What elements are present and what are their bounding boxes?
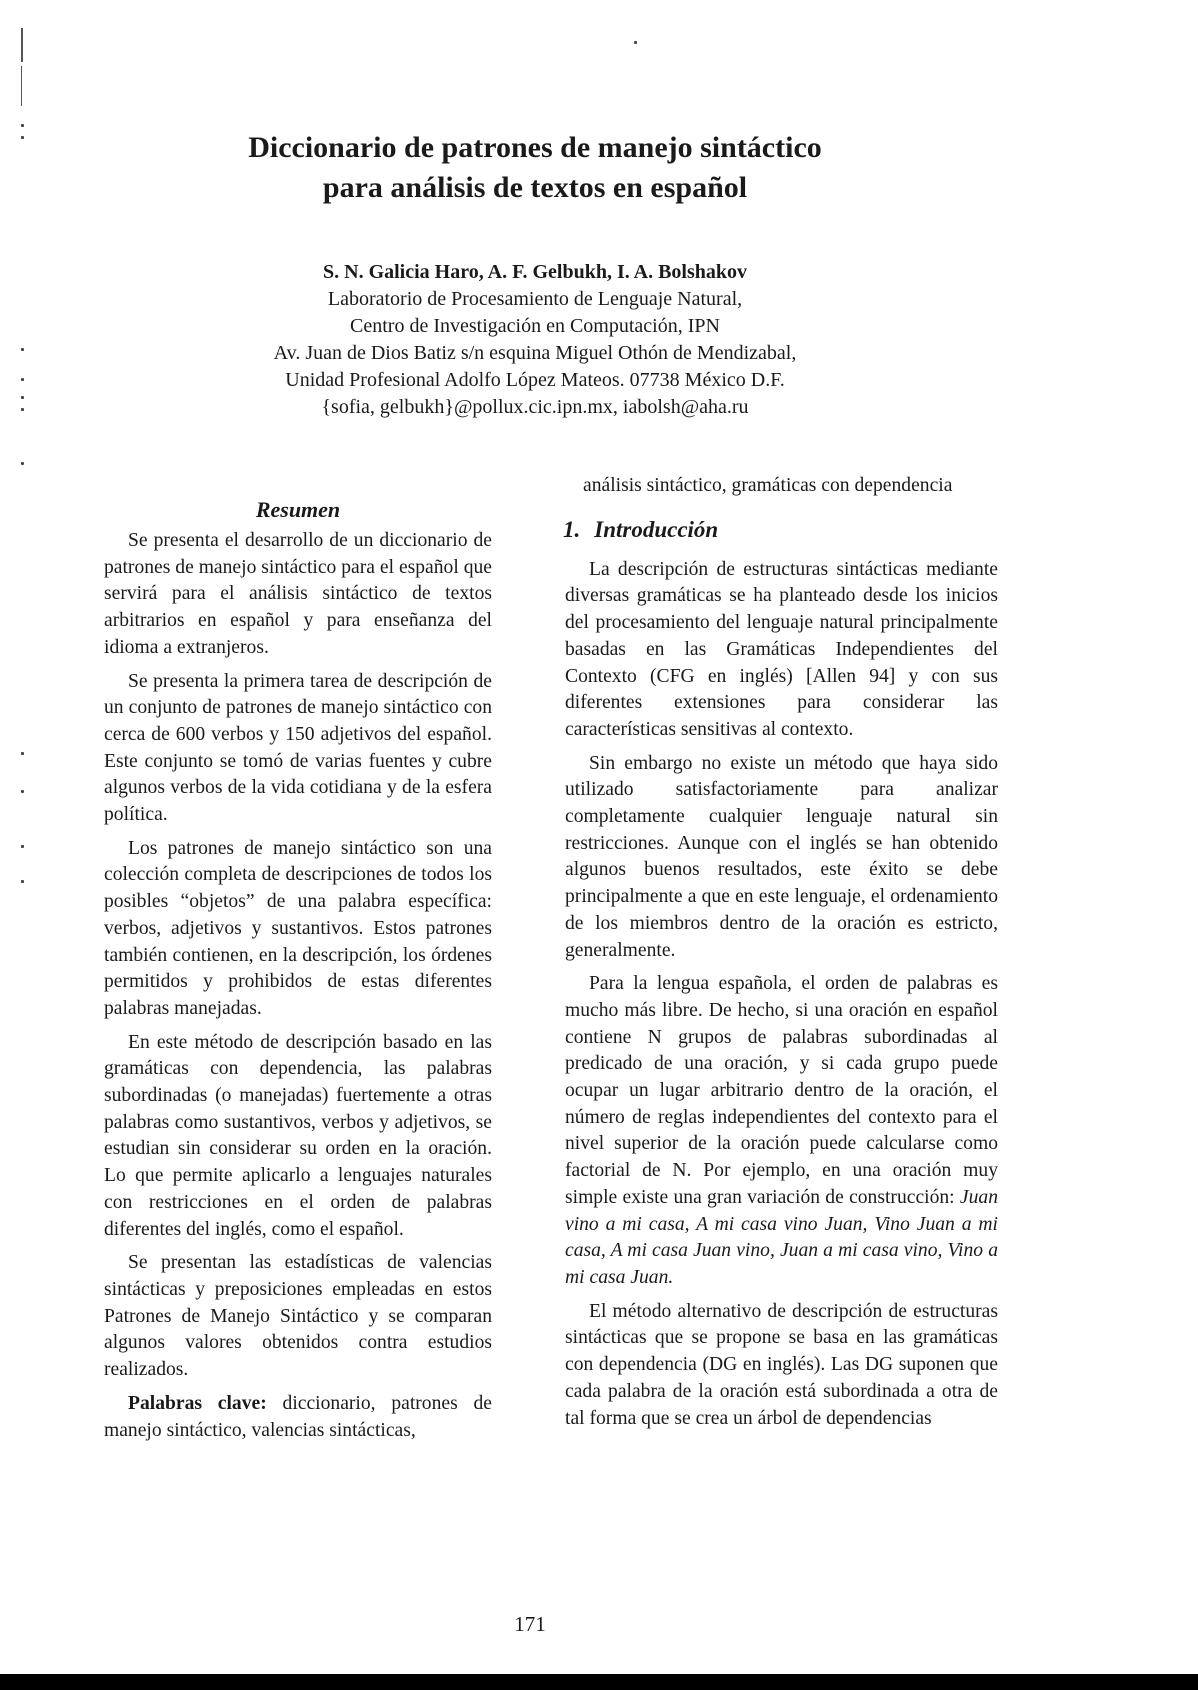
title-line-2: para análisis de textos en español — [322, 171, 748, 204]
scan-artifact — [21, 790, 24, 793]
body-paragraph — [565, 971, 998, 1291]
scan-artifact — [21, 136, 24, 139]
page-number: 171 — [514, 1612, 546, 1636]
scan-artifact — [21, 462, 24, 465]
scan-artifact — [21, 396, 24, 399]
scan-artifact — [21, 880, 24, 883]
abstract-paragraph: Se presenta el desarrollo de un diccionario de patrones de manejo sintáctico para el español que servirá para el análisis sintáctico de textos arbitrarios en español y para enseñanza del idioma a extranjeros. — [104, 530, 492, 658]
affiliation-line: Laboratorio de Procesamiento de Lenguaje Natural, — [327, 288, 743, 310]
right-column — [565, 473, 998, 1439]
abstract-paragraph: Se presenta la primera tarea de descripción de un conjunto de patrones de manejo sintáctico con cerca de 600 verbos y 150 adjetivos del español. Este conjunto se tomó de varias fuentes y cubre algunos verbos de la vida cotidiana y de la esfera política. — [104, 670, 492, 826]
scan-artifact — [21, 752, 24, 755]
scan-artifact — [21, 408, 24, 411]
keywords — [104, 1391, 492, 1444]
author-block — [180, 259, 890, 421]
scan-border — [0, 1674, 1198, 1690]
body-paragraph: El método alternativo de descripción de estructuras sintácticas que se propone se basa en las gramáticas con dependencia (DG en inglés). Las DG suponen que cada palabra de la oración está subordinada a otra de tal forma que se crea un árbol de dependencias — [565, 1300, 998, 1429]
scan-artifact — [21, 28, 23, 62]
abstract-paragraph: En este método de descripción basado en las gramáticas con dependencia, las palabras subordinadas (o manejadas) fuertemente a otras palabras como sustantivos, verbos y adjetivos, se estudian sin considerar su orden en la oración. Lo que permite aplicarlo a lenguajes naturales con restricciones en el orden de palabras diferentes del inglés, como el español. — [104, 1031, 492, 1240]
scan-artifact — [21, 66, 22, 106]
scan-artifact — [634, 41, 637, 44]
section-title: Introducción — [594, 516, 719, 542]
scan-artifact — [21, 124, 24, 127]
keywords-text: diccionario, patrones de manejo sintáctico, valencias sintácticas, — [104, 1392, 492, 1441]
scan-artifact — [21, 348, 24, 351]
body-paragraph: Sin embargo no existe un método que haya sido utilizado satisfactoriamente para analizar completamente cualquier lenguaje natural sin restricciones. Aunque con el inglés se han obtenido algunos buenos resultados, este éxito se debe principalmente a que en este lenguaje, el ordenamiento de los miembros dentro de la oración es estricto, generalmente. — [565, 752, 998, 961]
abstract-heading: Resumen — [255, 497, 341, 522]
author-emails: {sofia, gelbukh}@pollux.cic.ipn.mx, iabolsh@aha.ru — [321, 396, 749, 418]
affiliation-line: Centro de Investigación en Computación, IPN — [350, 315, 720, 337]
abstract-paragraph: Los patrones de manejo sintáctico son una colección completa de descripciones de todos los posibles “objetos” de una palabra específica: verbos, adjetivos y sustantivos. Estos patrones también contienen, en la descripción, los órdenes permitidos y prohibidos de estas diferentes palabras manejadas. — [104, 837, 492, 1019]
affiliation-line: Unidad Profesional Adolfo López Mateos. 07738 México D.F. — [285, 369, 785, 391]
section-number: 1. — [563, 516, 581, 542]
introduction-heading — [563, 515, 998, 545]
example-sentences: Juan vino a mi casa, A mi casa vino Juan, Vino Juan a mi casa, A mi casa Juan vino, Juan a mi casa vino, Vino a mi casa Juan. — [565, 1186, 998, 1288]
paragraph-text: Para la lengua española, el orden de palabras es mucho más libre. De hecho, si una oración en español contiene N grupos de palabras subordinadas al predicado de una oración, y si cada grupo puede ocupar un lugar arbitrario dentro de la oración, el número de reglas independientes del contexto para el nivel superior de la oración puede calcularse como factorial de N. Por ejemplo, en una oración muy simple existe una gran variación de construcción: — [565, 973, 998, 1208]
title-line-1: Diccionario de patrones de manejo sintáctico — [248, 131, 822, 164]
author-names: S. N. Galicia Haro, A. F. Gelbukh, I. A. Bolshakov — [323, 261, 747, 283]
paper-title — [120, 128, 950, 208]
left-column — [104, 496, 492, 1451]
abstract-paragraph: Se presentan las estadísticas de valencias sintácticas y preposiciones empleadas en estos Patrones de Manejo Sintáctico y se comparan algunos valores obtenidos contra estudios realizados. — [104, 1252, 492, 1381]
scan-artifact — [21, 378, 24, 381]
affiliation-line: Av. Juan de Dios Batiz s/n esquina Miguel Othón de Mendizabal, — [273, 342, 797, 364]
body-paragraph: La descripción de estructuras sintácticas mediante diversas gramáticas se ha planteado desde los inicios del procesamiento del lenguaje natural principalmente basadas en las Gramáticas Independientes del Contexto (CFG en inglés) [Allen 94] y con sus diferentes extensiones para considerar las características sensitivas al contexto. — [565, 558, 998, 740]
keywords-label: Palabras clave: — [128, 1392, 267, 1414]
scan-artifact — [21, 845, 24, 848]
keywords-continuation: análisis sintáctico, gramáticas con dependencia — [583, 475, 953, 496]
